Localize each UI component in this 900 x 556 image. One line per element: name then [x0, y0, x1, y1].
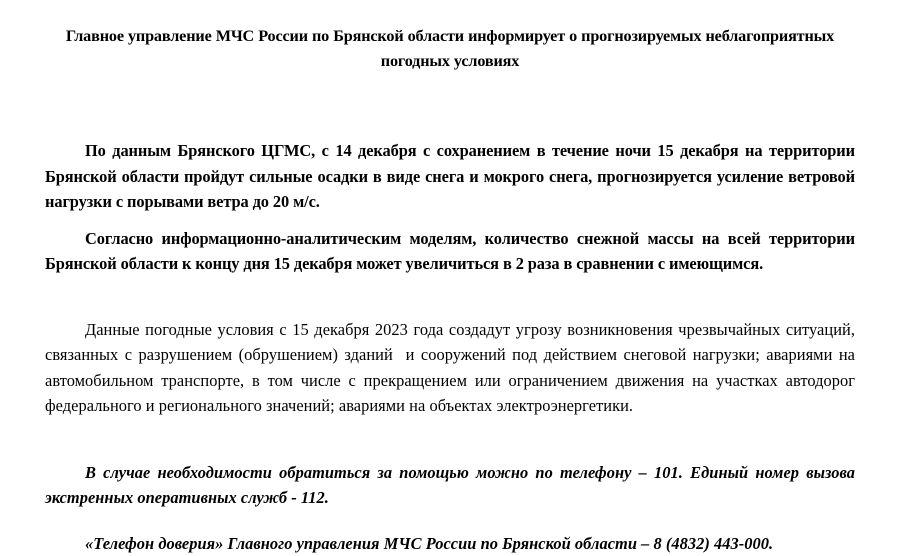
paragraph-trust-line: «Телефон доверия» Главного управления МЧС России по Брянской области – 8 (4832) 443-000. — [45, 531, 855, 556]
paragraph-help-contacts: В случае необходимости обратиться за помощью можно по телефону – 101. Единый номер вызова экстренных оперативных служб - 112. — [45, 460, 855, 511]
paragraph-models: Согласно информационно-аналитическим моделям, количество снежной массы на всей территории Брянской области к концу дня 15 декабря может увеличиться в 2 раза в сравнении с имеющимся. — [45, 226, 855, 277]
paragraph-forecast: По данным Брянского ЦГМС, с 14 декабря с сохранением в течение ночи 15 декабря на территории Брянской области пройдут сильные осадки в виде снега и мокрого снега, прогнозируется усиление ветровой нагрузки с порывами ветра до 20 м/с. — [45, 138, 855, 215]
paragraph-risks: Данные погодные условия с 15 декабря 2023 года создадут угрозу возникновения чрезвычайных ситуаций, связанных с разрушением (обрушением) зданий и сооружений под действием снеговой нагрузки; авариями на автомобильном транспорте, в том числе с прекращением или ограничением движения на участках автодорог федерального и регионального значений; авариями на объектах электроэнергетики. — [45, 317, 855, 419]
page-title: Главное управление МЧС России по Брянской области информирует о прогнозируемых неблагоприятных погодных условиях — [45, 0, 855, 74]
